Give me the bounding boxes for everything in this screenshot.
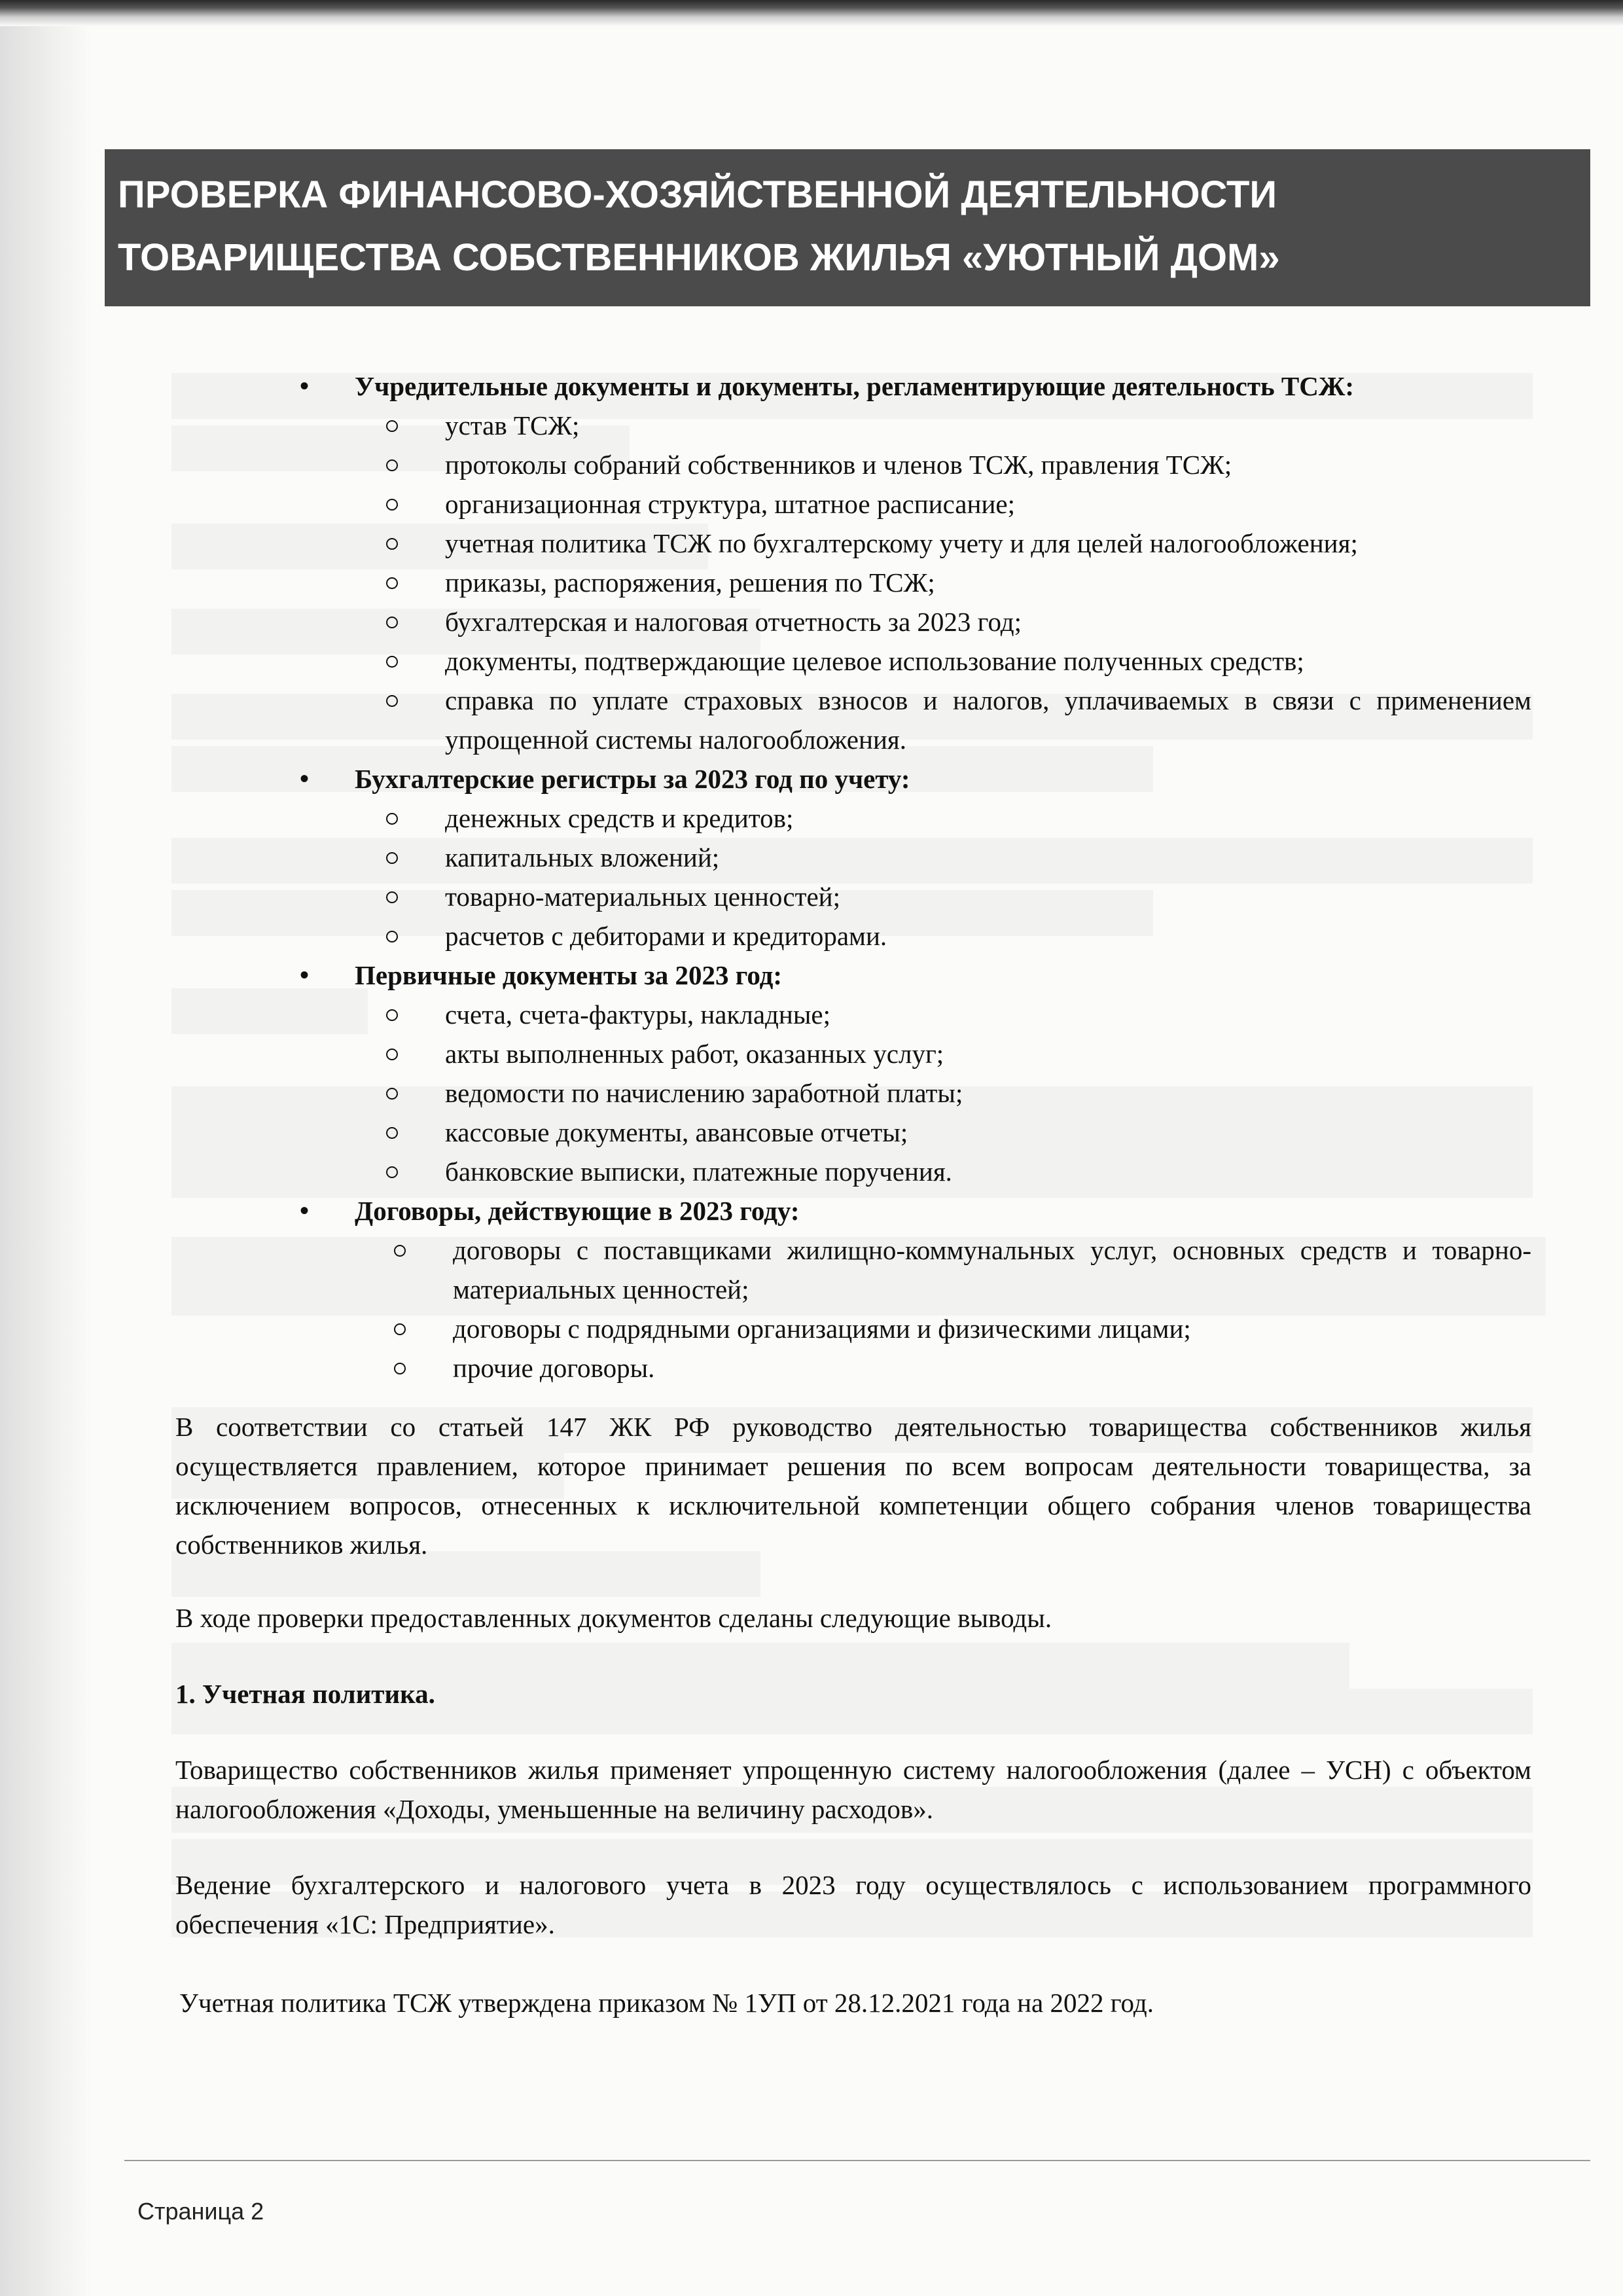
circle-bullet-icon bbox=[386, 1079, 401, 1093]
circle-bullet-icon bbox=[386, 450, 401, 465]
bullet-icon: • bbox=[300, 371, 310, 401]
section-items bbox=[175, 406, 1531, 759]
list-item: приказы, распоряжения, решения по ТСЖ; bbox=[445, 563, 1531, 602]
circle-bullet-icon bbox=[394, 1314, 408, 1329]
list-item: ведомости по начислению заработной платы; bbox=[445, 1073, 1531, 1113]
report-title-band bbox=[105, 149, 1590, 306]
section-founding-documents bbox=[175, 367, 1531, 759]
scan-top-edge bbox=[0, 0, 1623, 26]
circle-bullet-icon bbox=[386, 607, 401, 622]
circle-bullet-icon bbox=[386, 490, 401, 504]
circle-bullet-icon bbox=[386, 529, 401, 543]
list-item: акты выполненных работ, оказанных услуг; bbox=[445, 1034, 1531, 1073]
section-heading: Бухгалтерские регистры за 2023 год по учету: bbox=[355, 764, 910, 794]
paragraph-tax-system: Товарищество собственников жилья применяет упрощенную систему налогообложения (далее – УСН) с объектом налогообложения «Доходы, уменьшенные на величину расходов». bbox=[175, 1755, 1531, 1824]
paragraph-article-147: В соответствии со статьей 147 ЖК РФ руководство деятельностью товарищества собственников жилья осуществляется правлением, которое принимает решения по всем вопросам деятельности товарищества, за исключением вопросов, отнесенных к исключительной компетенции общего собрания членов товарищества собственников жилья. bbox=[175, 1412, 1531, 1560]
section-contracts bbox=[175, 1191, 1531, 1388]
report-title-line-2: ТОВАРИЩЕСТВА СОБСТВЕННИКОВ ЖИЛЬЯ «УЮТНЫЙ ДОМ» bbox=[118, 236, 1280, 279]
paragraph-conclusions-intro: В ходе проверки предоставленных документов сделаны следующие выводы. bbox=[175, 1603, 1052, 1633]
circle-bullet-icon bbox=[394, 1354, 408, 1368]
list-item: капитальных вложений; bbox=[445, 838, 1531, 877]
list-item: организационная структура, штатное расписание; bbox=[445, 484, 1531, 524]
list-item: учетная политика ТСЖ по бухгалтерскому учету и для целей налогообложения; bbox=[445, 524, 1531, 563]
circle-bullet-icon bbox=[386, 1118, 401, 1132]
section-heading: Договоры, действующие в 2023 году: bbox=[355, 1196, 800, 1226]
list-item: денежных средств и кредитов; bbox=[445, 798, 1531, 838]
circle-bullet-icon bbox=[386, 804, 401, 818]
list-item: документы, подтверждающие целевое использование полученных средств; bbox=[445, 641, 1531, 681]
documents-checklist bbox=[175, 367, 1531, 1388]
paragraph-policy-order: Учетная политика ТСЖ утверждена приказом № 1УП от 28.12.2021 года на 2022 год. bbox=[179, 1988, 1154, 2018]
circle-bullet-icon bbox=[386, 1039, 401, 1054]
circle-bullet-icon bbox=[394, 1236, 408, 1250]
bullet-icon: • bbox=[300, 1196, 310, 1225]
report-title-line-1: ПРОВЕРКА ФИНАНСОВО-ХОЗЯЙСТВЕННОЙ ДЕЯТЕЛЬНОСТИ bbox=[118, 173, 1277, 216]
bullet-icon: • bbox=[300, 764, 310, 793]
list-item: протоколы собраний собственников и членов ТСЖ, правления ТСЖ; bbox=[445, 445, 1531, 484]
section-items bbox=[175, 995, 1531, 1191]
section-heading: Первичные документы за 2023 год: bbox=[355, 960, 783, 990]
circle-bullet-icon bbox=[386, 686, 401, 700]
circle-bullet-icon bbox=[386, 647, 401, 661]
circle-bullet-icon bbox=[386, 882, 401, 897]
list-item: устав ТСЖ; bbox=[445, 406, 1531, 445]
footer-divider bbox=[124, 2160, 1590, 2161]
section-items bbox=[175, 1230, 1531, 1388]
list-item: товарно-материальных ценностей; bbox=[445, 877, 1531, 916]
bullet-icon: • bbox=[300, 960, 310, 990]
section-items bbox=[175, 798, 1531, 956]
section-accounting-registers bbox=[175, 759, 1531, 956]
page-left-shadow bbox=[0, 0, 92, 2296]
section-heading: Учредительные документы и документы, регламентирующие деятельность ТСЖ: bbox=[355, 371, 1355, 401]
document-body bbox=[175, 367, 1531, 2022]
list-item: договоры с подрядными организациями и физическими лицами; bbox=[453, 1309, 1531, 1348]
circle-bullet-icon bbox=[386, 1000, 401, 1014]
circle-bullet-icon bbox=[386, 843, 401, 857]
circle-bullet-icon bbox=[386, 1157, 401, 1172]
paragraph-software: Ведение бухгалтерского и налогового учета в 2023 году осуществлялось с использованием программного обеспечения «1С: Предприятие». bbox=[175, 1870, 1531, 1939]
list-item: банковские выписки, платежные поручения. bbox=[445, 1152, 1531, 1191]
page-number: Страница 2 bbox=[137, 2198, 264, 2225]
list-item: справка по уплате страховых взносов и налогов, уплачиваемых в связи с применением упрощенной системы налогообложения. bbox=[445, 681, 1531, 759]
circle-bullet-icon bbox=[386, 922, 401, 936]
circle-bullet-icon bbox=[386, 568, 401, 583]
list-item: кассовые документы, авансовые отчеты; bbox=[445, 1113, 1531, 1152]
section-heading-accounting-policy: 1. Учетная политика. bbox=[175, 1679, 435, 1709]
list-item: договоры с поставщиками жилищно-коммунальных услуг, основных средств и товарно-материальных ценностей; bbox=[453, 1230, 1531, 1309]
list-item: бухгалтерская и налоговая отчетность за 2023 год; bbox=[445, 602, 1531, 641]
list-item: счета, счета-фактуры, накладные; bbox=[445, 995, 1531, 1034]
list-item: прочие договоры. bbox=[453, 1348, 1531, 1388]
section-primary-documents bbox=[175, 956, 1531, 1191]
circle-bullet-icon bbox=[386, 411, 401, 425]
list-item: расчетов с дебиторами и кредиторами. bbox=[445, 916, 1531, 956]
